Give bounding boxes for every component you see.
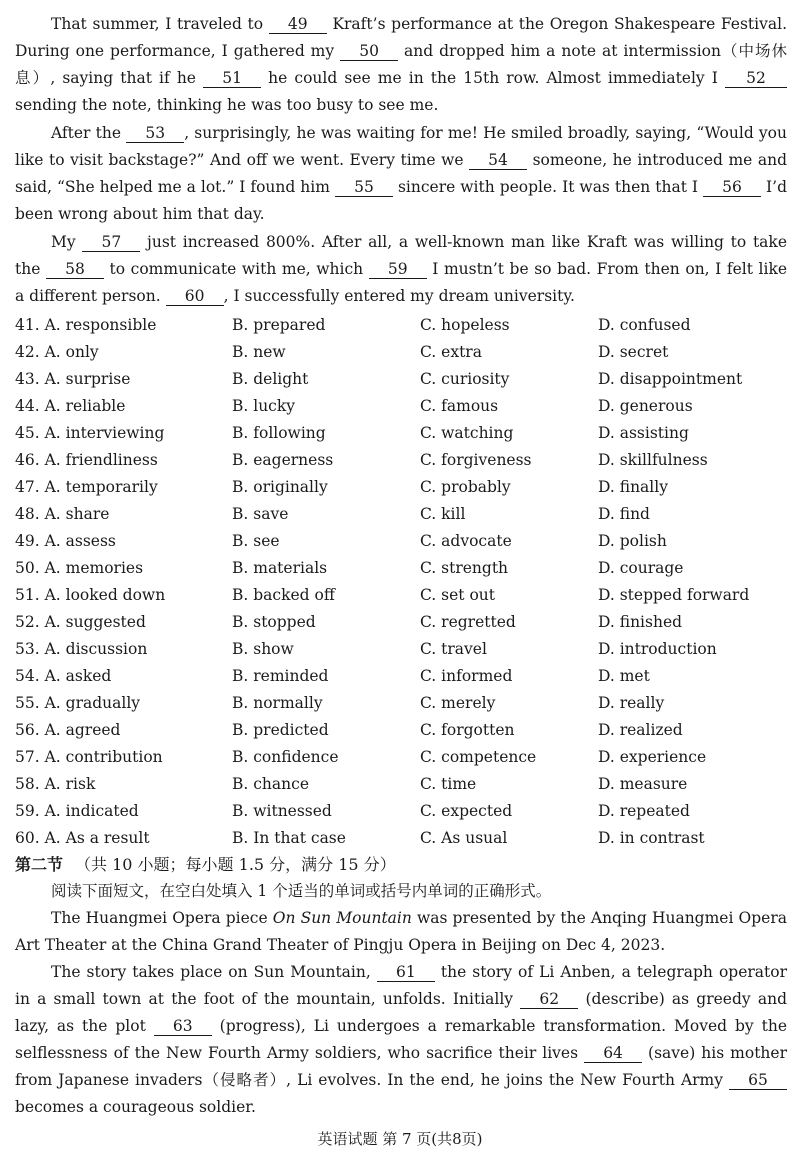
opera-title: On Sun Mountain <box>272 909 412 927</box>
option-b <box>232 532 420 550</box>
option-text: A. contribution <box>44 748 163 767</box>
option-text: D. disappointment <box>598 369 743 388</box>
option-row <box>15 419 795 446</box>
section-instruction: 阅读下面短文，在空白处填入 1 个适当的单词或括号内单词的正确形式。 <box>51 882 552 900</box>
blank-49: 49 <box>269 15 327 34</box>
option-text: A. As a result <box>44 829 150 848</box>
text-segment: After the <box>51 124 127 142</box>
option-text: B. backed off <box>232 585 335 604</box>
option-d <box>598 478 788 496</box>
option-text: A. memories <box>44 558 144 577</box>
question-number: 47. <box>15 477 40 496</box>
option-a <box>15 559 232 577</box>
text-segment: he could see me in the 15th row. Almost immediately I <box>261 69 725 87</box>
option-row <box>15 663 795 690</box>
option-text: B. lucky <box>232 396 296 415</box>
option-text: B. delight <box>232 369 309 388</box>
option-text: D. courage <box>598 558 684 577</box>
option-text: D. polish <box>598 531 667 550</box>
blank-59: 59 <box>369 260 427 279</box>
option-b <box>232 748 420 766</box>
option-a <box>15 505 232 523</box>
option-text: B. new <box>232 342 286 361</box>
option-text: A. discussion <box>44 640 148 659</box>
option-text: C. competence <box>420 748 537 767</box>
option-b <box>232 775 420 793</box>
option-c <box>420 694 598 712</box>
option-text: D. finished <box>598 613 683 632</box>
option-a <box>15 748 232 766</box>
text-segment: The story takes place on Sun Mountain, <box>51 963 377 981</box>
option-row <box>15 717 795 744</box>
blank-61: 61 <box>377 963 435 982</box>
option-text: C. extra <box>420 342 482 361</box>
option-text: B. following <box>232 423 326 442</box>
text-segment: (progress), Li undergoes a remarkable transformation. Moved by the selflessness of the New Fourth Army soldiers, who sacrifice their lives <box>15 1017 787 1062</box>
blank-52: 52 <box>725 69 787 88</box>
question-number: 55. <box>15 694 40 713</box>
question-number: 42. <box>15 342 40 361</box>
question-number: 53. <box>15 640 40 659</box>
option-text: A. suggested <box>44 613 146 632</box>
option-text: D. in contrast <box>598 829 705 848</box>
option-text: C. As usual <box>420 829 508 848</box>
option-d <box>598 829 788 847</box>
passage2-paragraph-1 <box>15 905 787 959</box>
blank-54: 54 <box>469 151 527 170</box>
option-d <box>598 370 788 388</box>
option-text: A. temporarily <box>44 477 158 496</box>
option-text: D. measure <box>598 775 688 794</box>
option-d <box>598 505 788 523</box>
option-text: B. originally <box>232 477 328 496</box>
option-text: C. travel <box>420 640 487 659</box>
option-a <box>15 667 232 685</box>
option-text: D. repeated <box>598 802 690 821</box>
option-text: B. normally <box>232 694 323 713</box>
question-number: 58. <box>15 775 40 794</box>
option-text: B. show <box>232 640 294 659</box>
option-text: B. stopped <box>232 613 316 632</box>
question-number: 51. <box>15 585 40 604</box>
passage-paragraph-2 <box>15 120 787 228</box>
option-text: C. informed <box>420 667 513 686</box>
option-text: D. stepped forward <box>598 585 750 604</box>
page-footer: 英语试题 第 7 页(共8页) <box>317 1130 483 1148</box>
blank-60: 60 <box>166 287 224 306</box>
option-text: A. asked <box>44 667 112 686</box>
option-b <box>232 721 420 739</box>
option-text: A. interviewing <box>44 423 165 442</box>
option-d <box>598 613 788 631</box>
text-segment: becomes a courageous soldier. <box>15 1098 256 1116</box>
option-text: C. regretted <box>420 613 516 632</box>
option-b <box>232 397 420 415</box>
text-segment: and dropped him a note at intermission（中场休息）, saying that if he <box>15 42 788 87</box>
blank-53: 53 <box>126 124 184 143</box>
option-c <box>420 451 598 469</box>
option-text: C. strength <box>420 558 509 577</box>
option-text: D. really <box>598 694 665 713</box>
option-row <box>15 581 795 608</box>
passage-paragraph-3 <box>15 229 787 310</box>
question-number: 49. <box>15 531 40 550</box>
option-text: D. assisting <box>598 423 689 442</box>
option-c <box>420 586 598 604</box>
option-b <box>232 667 420 685</box>
option-d <box>598 451 788 469</box>
question-number: 60. <box>15 829 40 848</box>
option-a <box>15 424 232 442</box>
text-segment: to communicate with me, which <box>103 260 369 278</box>
option-c <box>420 640 598 658</box>
option-c <box>420 370 598 388</box>
option-text: C. watching <box>420 423 514 442</box>
question-number: 54. <box>15 667 40 686</box>
passage-paragraph-1 <box>15 11 787 119</box>
option-b <box>232 829 420 847</box>
option-text: A. looked down <box>44 585 166 604</box>
option-c <box>420 505 598 523</box>
text-segment: , surprisingly, he was waiting for me! He smiled broadly, saying, “Would you like to visit backstage?” And off we went. Every time we <box>15 124 787 169</box>
blank-57: 57 <box>82 233 140 252</box>
option-text: B. confidence <box>232 748 339 767</box>
option-d <box>598 559 788 577</box>
option-text: A. gradually <box>44 694 141 713</box>
option-d <box>598 424 788 442</box>
text-segment: sincere with people. It was then that I <box>392 178 704 196</box>
text-segment: Kraft’s performance at the Oregon Shakespeare Festival. During one performance, I gathered my <box>15 15 787 60</box>
option-b <box>232 586 420 604</box>
text-segment: The Huangmei Opera piece <box>51 909 273 927</box>
option-a <box>15 721 232 739</box>
option-d <box>598 532 788 550</box>
option-text: D. introduction <box>598 640 717 659</box>
text-segment: was presented by the Anqing Huangmei Opera Art Theater at the China Grand Theater of Pingju Opera in Beijing on Dec 4, 2023. <box>15 909 787 954</box>
option-a <box>15 532 232 550</box>
option-text: C. hopeless <box>420 315 510 334</box>
option-text: B. save <box>232 504 289 523</box>
option-text: B. materials <box>232 558 328 577</box>
option-c <box>420 559 598 577</box>
option-row <box>15 392 795 419</box>
option-text: A. only <box>44 342 99 361</box>
option-text: C. set out <box>420 585 495 604</box>
option-text: A. responsible <box>44 315 157 334</box>
option-d <box>598 694 788 712</box>
option-d <box>598 316 788 334</box>
option-row <box>15 446 795 473</box>
option-b <box>232 478 420 496</box>
section-score-note: （共 10 小题；每小题 1.5 分，满分 15 分） <box>75 855 396 874</box>
option-c <box>420 802 598 820</box>
option-row <box>15 554 795 581</box>
option-b <box>232 370 420 388</box>
option-b <box>232 559 420 577</box>
option-text: A. share <box>44 504 110 523</box>
option-c <box>420 532 598 550</box>
option-row <box>15 311 795 338</box>
question-number: 43. <box>15 369 40 388</box>
option-text: C. famous <box>420 396 499 415</box>
option-text: C. expected <box>420 802 513 821</box>
option-b <box>232 694 420 712</box>
option-text: A. indicated <box>44 802 139 821</box>
option-text: B. predicted <box>232 721 329 740</box>
option-text: C. merely <box>420 694 496 713</box>
option-b <box>232 640 420 658</box>
blank-58: 58 <box>46 260 104 279</box>
blank-65: 65 <box>729 1071 787 1090</box>
option-a <box>15 478 232 496</box>
text-segment: just increased 800%. After all, a well-known man like Kraft was willing to take the <box>15 233 787 278</box>
option-d <box>598 775 788 793</box>
option-row <box>15 609 795 636</box>
option-text: B. chance <box>232 775 309 794</box>
option-b <box>232 505 420 523</box>
blank-64: 64 <box>584 1044 642 1063</box>
option-b <box>232 343 420 361</box>
option-c <box>420 316 598 334</box>
text-segment: (describe) as greedy and lazy, as the plot <box>15 990 787 1035</box>
text-segment: I mustn’t be so bad. From then on, I felt like a different person. <box>15 260 788 305</box>
option-row <box>15 798 795 825</box>
option-text: D. realized <box>598 721 683 740</box>
option-c <box>420 478 598 496</box>
option-text: A. agreed <box>44 721 121 740</box>
option-row <box>15 771 795 798</box>
option-text: D. secret <box>598 342 669 361</box>
option-c <box>420 775 598 793</box>
section-heading <box>15 852 396 875</box>
text-segment: sending the note, thinking he was too busy to see me. <box>15 96 439 114</box>
text-segment: I’d been wrong about him that day. <box>15 178 787 223</box>
text-segment: That summer, I traveled to <box>51 15 269 33</box>
option-text: B. In that case <box>232 829 346 848</box>
option-a <box>15 397 232 415</box>
question-number: 45. <box>15 423 40 442</box>
blank-62: 62 <box>520 990 578 1009</box>
blank-56: 56 <box>703 178 761 197</box>
option-d <box>598 640 788 658</box>
question-number: 52. <box>15 613 40 632</box>
option-c <box>420 667 598 685</box>
option-text: A. assess <box>44 531 116 550</box>
option-text: C. curiosity <box>420 369 510 388</box>
option-text: C. kill <box>420 504 466 523</box>
option-text: A. surprise <box>44 369 131 388</box>
answer-options-list <box>15 311 795 852</box>
text-segment: , I successfully entered my dream university. <box>223 287 575 305</box>
option-a <box>15 343 232 361</box>
option-text: B. witnessed <box>232 802 332 821</box>
option-text: B. see <box>232 531 280 550</box>
option-text: A. risk <box>44 775 96 794</box>
option-text: D. find <box>598 504 650 523</box>
option-d <box>598 748 788 766</box>
option-text: D. experience <box>598 748 707 767</box>
option-b <box>232 424 420 442</box>
option-row <box>15 365 795 392</box>
section-title: 第二节 <box>15 855 64 874</box>
option-row <box>15 338 795 365</box>
option-d <box>598 397 788 415</box>
option-a <box>15 586 232 604</box>
option-text: C. forgotten <box>420 721 515 740</box>
option-text: B. eagerness <box>232 450 334 469</box>
blank-55: 55 <box>335 178 393 197</box>
blank-50: 50 <box>340 42 398 61</box>
option-text: A. friendliness <box>44 450 158 469</box>
text-segment: (save) his mother from Japanese invaders（侵略者）, Li evolves. In the end, he joins the New Fourth Army <box>15 1044 787 1089</box>
question-number: 57. <box>15 748 40 767</box>
option-row <box>15 527 795 554</box>
question-number: 46. <box>15 450 40 469</box>
option-c <box>420 829 598 847</box>
option-a <box>15 451 232 469</box>
option-row <box>15 636 795 663</box>
option-text: C. advocate <box>420 531 512 550</box>
option-a <box>15 613 232 631</box>
option-text: D. confused <box>598 315 691 334</box>
option-b <box>232 451 420 469</box>
option-row <box>15 690 795 717</box>
option-c <box>420 748 598 766</box>
option-row <box>15 744 795 771</box>
option-d <box>598 586 788 604</box>
option-row <box>15 500 795 527</box>
option-c <box>420 721 598 739</box>
option-text: C. time <box>420 775 477 794</box>
question-number: 48. <box>15 504 40 523</box>
blank-63: 63 <box>154 1017 212 1036</box>
option-text: B. prepared <box>232 315 326 334</box>
option-row <box>15 825 795 852</box>
option-d <box>598 802 788 820</box>
option-text: D. met <box>598 667 650 686</box>
option-a <box>15 694 232 712</box>
question-number: 44. <box>15 396 40 415</box>
option-text: C. forgiveness <box>420 450 532 469</box>
question-number: 41. <box>15 315 40 334</box>
text-segment: someone, he introduced me and said, “She helped me a lot.” I found him <box>15 151 788 196</box>
option-d <box>598 343 788 361</box>
option-a <box>15 829 232 847</box>
option-text: A. reliable <box>44 396 126 415</box>
option-text: D. generous <box>598 396 693 415</box>
option-b <box>232 613 420 631</box>
blank-51: 51 <box>203 69 261 88</box>
option-d <box>598 721 788 739</box>
question-number: 56. <box>15 721 40 740</box>
question-number: 50. <box>15 558 40 577</box>
option-c <box>420 343 598 361</box>
option-c <box>420 397 598 415</box>
question-number: 59. <box>15 802 40 821</box>
option-c <box>420 424 598 442</box>
option-a <box>15 370 232 388</box>
option-a <box>15 802 232 820</box>
option-b <box>232 802 420 820</box>
option-a <box>15 316 232 334</box>
option-b <box>232 316 420 334</box>
option-a <box>15 640 232 658</box>
option-text: C. probably <box>420 477 511 496</box>
option-text: B. reminded <box>232 667 329 686</box>
option-d <box>598 667 788 685</box>
option-text: D. skillfulness <box>598 450 708 469</box>
option-c <box>420 613 598 631</box>
text-segment: My <box>51 233 83 251</box>
text-segment: the story of Li Anben, a telegraph operator in a small town at the foot of the mountain, unfolds. Initially <box>15 963 788 1008</box>
option-a <box>15 775 232 793</box>
option-row <box>15 473 795 500</box>
option-text: D. finally <box>598 477 668 496</box>
passage2-paragraph-2 <box>15 959 787 1121</box>
